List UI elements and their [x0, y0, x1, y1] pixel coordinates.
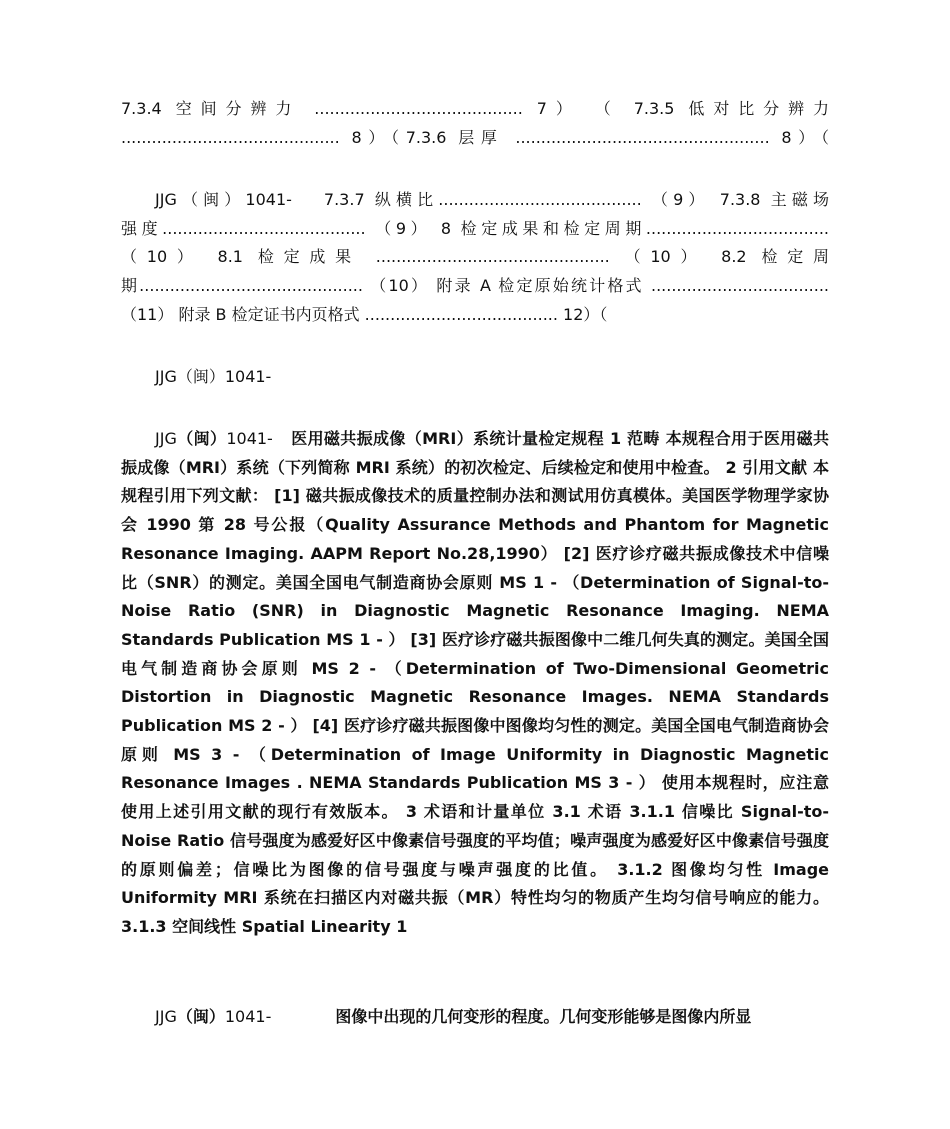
toc-line-1: 7.3.4 空间分辨力 ......................................... 7） （ 7.3.5 低对比分辨力 — [121, 99, 829, 118]
continuation-block — [121, 1003, 829, 1032]
toc-line-7: （11） 附录 B 检定证书内页格式 ...................................... 12）（ — [121, 304, 608, 324]
running-header: JJG（闽）1041- — [155, 367, 272, 386]
header-region: （闽） — [176, 1007, 225, 1026]
toc-text-3: 7.3.7 纵横比........................................ （9） 7.3.8 主磁场 — [323, 190, 829, 209]
toc-line-4: 强度........................................ （9） 8 检定成果和检定周期.................................... — [121, 218, 829, 238]
header-prefix: JJG — [155, 429, 177, 448]
toc-block-1 — [121, 95, 829, 152]
header-code: 1041- — [224, 1007, 272, 1026]
header-region: （闽） — [176, 429, 227, 448]
continuation-text: 图像中出现的几何变形的程度。几何变形能够是图像内所显 — [335, 1007, 752, 1026]
running-header: JJG（闽）1041- — [155, 190, 292, 209]
header-code: 1041- — [226, 429, 273, 448]
header-prefix: JJG — [155, 1007, 177, 1026]
toc-line-2: ........................................... 8）（7.3.6 层厚 .................................................. 8）（ — [121, 127, 829, 147]
toc-block-2 — [121, 186, 829, 330]
main-paragraph — [121, 425, 829, 942]
toc-line-5: （10） 8.1 检定成果 .............................................. （10） 8.2 检定周 — [121, 247, 829, 267]
main-body-text: 医用磁共振成像（MRI）系统计量检定规程 1 范畴 本规程合用于医用磁共振成像（MRI）系统（下列简称 MRI 系统）的初次检定、后续检定和使用中检查。 2 引用文献 本规程引用下列文献： [1] 磁共振成像技术的质量控制办法和测试用仿真模体。美国医学物理学家协会 1990 第 28 号公报（Quality Assurance Methods and Phantom for Magnetic Resonance Imaging. AAPM Report No.28,1990） [2] 医疗诊疗磁共振成像技术中信噪比（SNR）的测定。美国全国电气制造商协会原则 MS 1 - （Determination of Signal-to-Noise Ratio (SNR) in Diagnostic Magnetic Resonance Imaging. NEMA Standards Publication MS 1 - ） [3] 医疗诊疗磁共振图像中二维几何失真的测定。美国全国电气制造商协会原则 MS 2 - （Determination of Two-Dimensional Geometric Distortion in Diagnostic Magnetic Resonance Images. NEMA Standards Publication MS 2 - ） [4] 医疗诊疗磁共振图像中图像均匀性的测定。美国全国电气制造商协会原则 MS 3 - （Determination of Image Uniformity in Diagnostic Magnetic Resonance Images . NEMA Standards Publication MS 3 - ） 使用本规程时，应注意使用上述引用文献的现行有效版本。 3 术语和计量单位 3.1 术语 3.1.1 信噪比 Signal-to-Noise Ratio 信号强度为感爱好区中像素信号强度的平均值；噪声强度为感爱好区中像素信号强度的原则偏差；信噪比为图像的信号强度与噪声强度的比值。 3.1.2 图像均匀性 Image Uniformity MRI 系统在扫描区内对磁共振（MR）特性均匀的物质产生均匀信号响应的能力。 3.1.3 空间线性 Spatial Linearity 1 — [121, 429, 829, 936]
toc-line-3 — [121, 186, 829, 215]
running-header-block — [121, 363, 829, 392]
toc-line-6: 期............................................ （10） 附录 A 检定原始统计格式 ................................... — [121, 276, 829, 296]
